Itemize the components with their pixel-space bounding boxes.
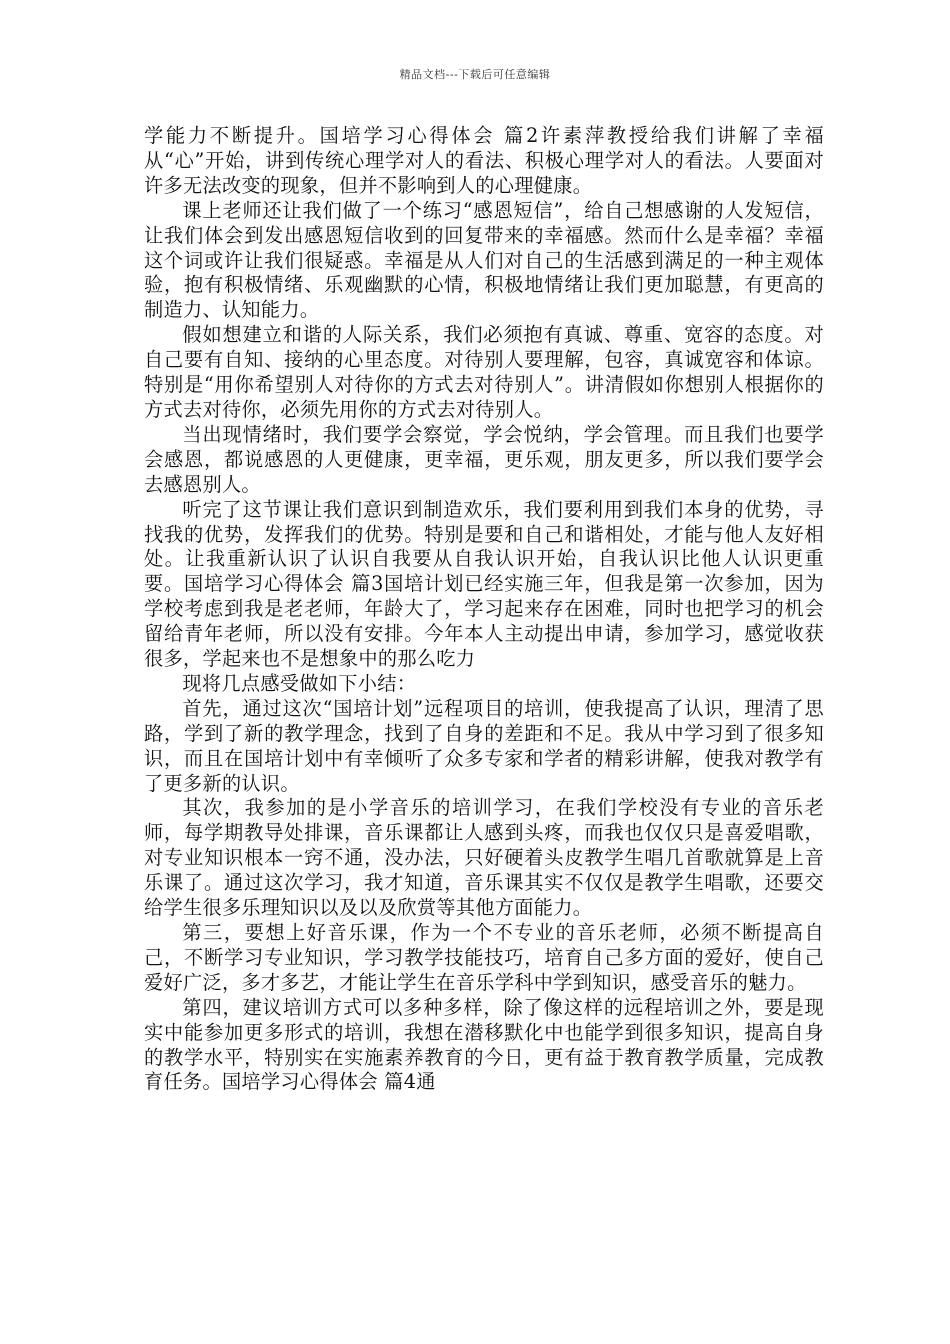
paragraph: 假如想建立和谐的人际关系，我们必须抱有真诚、尊重、宽容的态度。对自己要有自知、接纳的心里态度。对待别人要理解，包容，真诚宽容和体谅。特别是“用你希望别人对待你的方式去对待别人”。讲清假如你想别人根据你的方式去对待你，必须先用你的方式去对待别人。	[144, 323, 824, 421]
paragraph: 课上老师还让我们做了一个练习“感恩短信”，给自己想感谢的人发短信，让我们体会到发出感恩短信收到的回复带来的幸福感。然而什么是幸福？幸福这个词或许让我们很疑惑。幸福是从人们对自己的生活感到满足的一种主观体验，抱有积极情绪、乐观幽默的心情，积极地情绪让我们更加聪慧，有更高的制造力、认知能力。	[144, 198, 824, 322]
paragraph: 当出现情绪时，我们要学会察觉，学会悦纳，学会管理。而且我们也要学会感恩，都说感恩的人更健康，更幸福，更乐观，朋友更多，所以我们要学会去感恩别人。	[144, 422, 824, 496]
paragraph: 听完了这节课让我们意识到制造欢乐，我们要利用到我们本身的优势，寻找我的优势，发挥我们的优势。特别是要和自己和谐相处，才能与他人友好相处。让我重新认识了认识自我要从自我认识开始，自我认识比他人认识更重要。国培学习心得体会 篇3国培计划已经实施三年，但我是第一次参加，因为学校考虑到我是老老师，年龄大了，学习起来存在困难，同时也把学习的机会留给青年老师，所以没有安排。今年本人主动提出申请，参加学习，感觉收获很多，学起来也不是想象中的那么吃力	[144, 497, 824, 671]
paragraph: 第三，要想上好音乐课，作为一个不专业的音乐老师，必须不断提高自己，不断学习专业知识，学习教学技能技巧，培育自己多方面的爱好，使自己爱好广泛，多才多艺，才能让学生在音乐学科中学到知识，感受音乐的魅力。	[144, 921, 824, 994]
paragraph: 其次，我参加的是小学音乐的培训学习，在我们学校没有专业的音乐老师，每学期教导处排课，音乐课都让人感到头疼，而我也仅仅只是喜爱唱歌，对专业知识根本一窍不通，没办法，只好硬着头皮教学生唱几首歌就算是上音乐课了。通过这次学习，我才知道，音乐课其实不仅仅是教学生唱歌，还要交给学生很多乐理知识以及以及欣赏等其他方面能力。	[144, 796, 824, 920]
paragraph: 首先，通过这次“国培计划”远程项目的培训，使我提高了认识，理清了思路，学到了新的教学理念，找到了自身的差距和不足。我从中学习到了很多知识，而且在国培计划中有幸倾听了众多专家和学者的精彩讲解，使我对教学有了更多新的认识。	[144, 696, 824, 795]
paragraph: 第四，建议培训方式可以多种多样，除了像这样的远程培训之外，要是现实中能参加更多形式的培训，我想在潜移默化中也能学到很多知识，提高自身的教学水平，特别实在实施素养教育的今日，更有益于教育教学质量，完成教育任务。国培学习心得体会 篇4通	[144, 995, 824, 1094]
page-header: 精品文档---下载后可任意编辑	[399, 68, 551, 81]
paragraph: 现将几点感受做如下小结：	[182, 671, 417, 695]
document-body	[144, 124, 824, 1095]
paragraph: 学能力不断提升。国培学习心得体会 篇2许素萍教授给我们讲解了幸福从“心”开始，讲到传统心理学对人的看法、积极心理学对人的看法。人要面对许多无法改变的现象，但并不影响到人的心理健康。	[144, 124, 824, 197]
